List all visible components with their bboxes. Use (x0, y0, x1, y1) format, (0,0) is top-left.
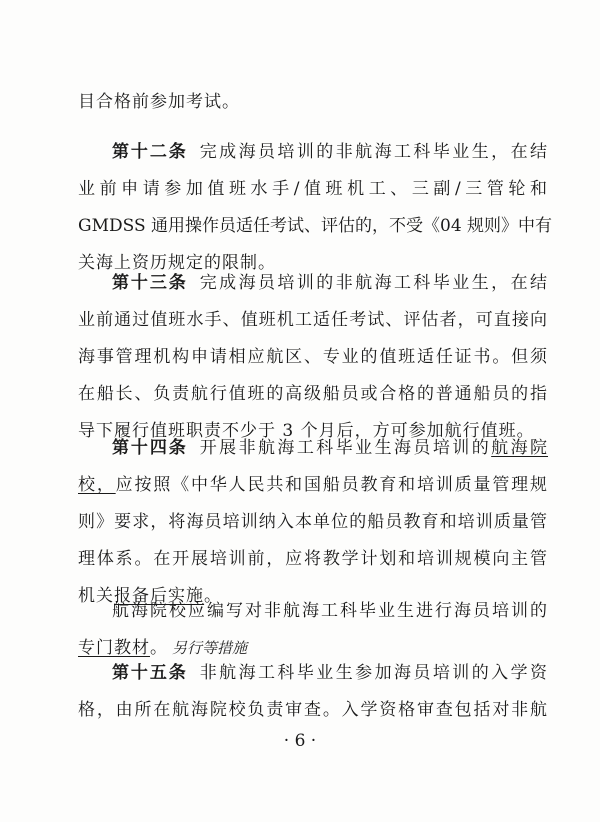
article-text: 完成海员培训的非航海工科毕业生，在结 (199, 273, 549, 293)
text-line (78, 467, 548, 504)
text-line: 格，由所在航海院校负责审查。入学资格审查包括对非航 (78, 700, 548, 720)
text-line: 目合格前参加考试。 (78, 92, 240, 112)
article-label: 第十二条 (112, 142, 188, 162)
page-number: · 6 · (283, 731, 317, 751)
article-text: 机关 (78, 586, 114, 606)
text-line: 航海院校应编写对非航海工科毕业生进行海员培训的 (112, 601, 548, 621)
underlined-text: 航海院 (491, 438, 549, 458)
text-line (78, 655, 548, 692)
text-line: GMDSS 通用操作员适任考试、评估的，不受《04 规则》中有 (78, 216, 553, 236)
article-text: 非航海工科毕业生参加海员培训的入学资 (199, 663, 549, 683)
continued-paragraph (78, 84, 548, 121)
text-line: 在船长、负责航行值班的高级船员或合格的普通船员的指 (78, 384, 548, 404)
underlined-text: 校， (78, 475, 116, 495)
text-line: 海事管理机构申请相应航区、专业的值班适任证书。但须 (78, 347, 548, 367)
text-line (78, 134, 548, 171)
article-13 (78, 265, 548, 450)
text-line: 业前通过值班水手、值班机工适任考试、评估者，可直接向 (78, 310, 548, 330)
article-label: 第十四条 (112, 438, 188, 458)
text-line: 导下履行值班职责不少于 3 个月后，方可参加航行值班。 (78, 421, 535, 441)
underlined-text: 专门教材 (78, 638, 150, 658)
article-text: 开展非航海工科毕业生海员培训的 (199, 438, 492, 458)
text-line: 关海上资历规定的限制。 (78, 253, 276, 273)
article-label: 第十三条 (112, 273, 188, 293)
article-text: 。 (150, 638, 168, 658)
article-text: 应按照《中华人民共和国船员教育和培训质量管理规 (115, 475, 549, 495)
text-line: 则》要求，将海员培训纳入本单位的船员教育和培训质量管 (78, 512, 548, 532)
article-14 (78, 430, 548, 615)
text-line (78, 265, 548, 302)
article-text: 。 (204, 586, 222, 606)
article-label: 第十五条 (112, 663, 188, 683)
article-text: 完成海员培训的非航海工科毕业生，在结 (199, 142, 549, 162)
text-line: 理体系。在开展培训前，应将教学计划和培训规模向主管 (78, 549, 548, 569)
text-line: 业前申请参加值班水手/值班机工、三副/三管轮和 (78, 179, 548, 199)
article-12 (78, 134, 553, 282)
text-line (78, 430, 548, 467)
underlined-text: 报备后实施 (114, 586, 204, 606)
article-15 (78, 655, 548, 729)
handwritten-note: 另行等措施 (172, 639, 248, 657)
